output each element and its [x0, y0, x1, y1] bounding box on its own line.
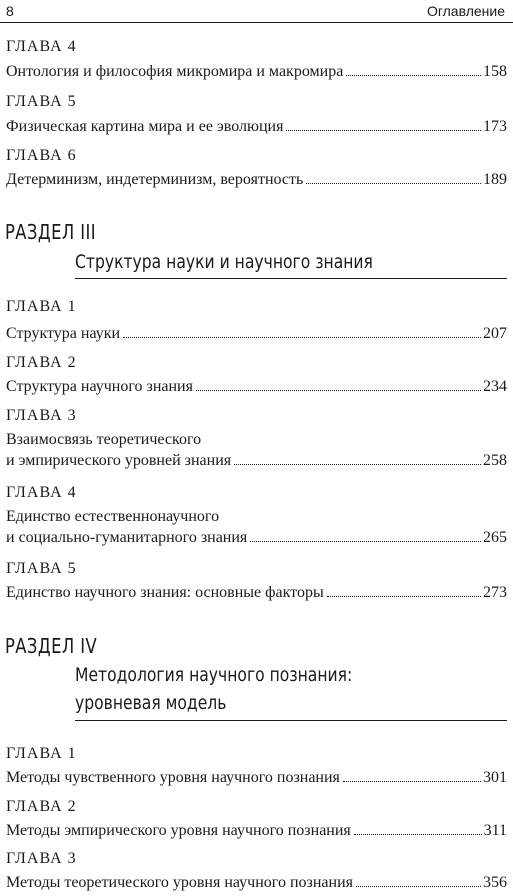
- toc-entry[interactable]: [6, 582, 507, 603]
- toc-entry[interactable]: [6, 376, 507, 397]
- entry-page: 207: [483, 325, 507, 342]
- leader-dots: [286, 130, 481, 131]
- chapter-heading: ГЛАВА 5: [6, 93, 77, 110]
- entry-page: 189: [483, 171, 507, 188]
- entry-page: 234: [483, 378, 507, 395]
- entry-page: 356: [483, 874, 507, 891]
- entry-page: 265: [483, 529, 507, 546]
- chapter-heading: ГЛАВА 6: [6, 147, 77, 164]
- entry-title-line: Единство естественнонаучного: [6, 508, 220, 525]
- leader-dots: [327, 596, 481, 597]
- toc-entry[interactable]: [6, 506, 507, 548]
- entry-title: Детерминизм, индетерминизм, вероятность: [6, 171, 304, 188]
- toc-entry[interactable]: [6, 323, 507, 344]
- chapter-heading: ГЛАВА 3: [6, 407, 77, 424]
- section-rule: [75, 720, 507, 721]
- leader-dots: [250, 541, 481, 542]
- entry-page: 311: [483, 822, 507, 839]
- entry-page: 158: [483, 63, 507, 80]
- chapter-heading: ГЛАВА 4: [6, 484, 77, 501]
- leader-dots: [346, 75, 481, 76]
- section-title-line-2: уровневая модель: [75, 692, 227, 714]
- toc-entry[interactable]: [6, 61, 507, 82]
- chapter-heading: ГЛАВА 3: [6, 850, 77, 867]
- section-label: РАЗДЕЛ III: [5, 220, 96, 244]
- toc-entry[interactable]: [6, 116, 507, 137]
- chapter-heading: ГЛАВА 5: [6, 560, 77, 577]
- entry-title: Онтология и философия микромира и макромира: [6, 63, 344, 80]
- entry-page: 301: [483, 769, 507, 786]
- leader-dots: [356, 886, 481, 887]
- entry-page: 173: [483, 118, 507, 135]
- leader-dots: [234, 464, 481, 465]
- section-label: РАЗДЕЛ IV: [5, 634, 98, 658]
- entry-title: и эмпирического уровней знания: [6, 452, 232, 469]
- entry-title: Структура научного знания: [6, 378, 193, 395]
- header-rule: [0, 22, 513, 23]
- page-number: 8: [6, 3, 14, 19]
- entry-page: 258: [483, 452, 507, 469]
- chapter-heading: ГЛАВА 1: [6, 745, 77, 762]
- chapter-heading: ГЛАВА 2: [6, 354, 77, 371]
- toc-entry[interactable]: [6, 767, 507, 788]
- entry-title: Единство научного знания: основные факторы: [6, 584, 324, 601]
- entry-page: 273: [483, 584, 507, 601]
- leader-dots: [343, 781, 481, 782]
- running-head: Оглавление: [426, 3, 505, 19]
- section-title: Структура науки и научного знания: [75, 251, 373, 273]
- toc-entry[interactable]: [6, 429, 507, 471]
- entry-title: Структура науки: [6, 325, 121, 342]
- entry-title: Физическая картина мира и ее эволюция: [6, 118, 284, 135]
- entry-title: Методы эмпирического уровня научного познания: [6, 822, 351, 839]
- toc-entry[interactable]: [6, 820, 507, 841]
- chapter-heading: ГЛАВА 2: [6, 798, 77, 815]
- leader-dots: [306, 183, 481, 184]
- entry-title: и социально-гуманитарного знания: [6, 529, 248, 546]
- section-rule: [75, 278, 507, 279]
- page-header: [0, 0, 513, 24]
- leader-dots: [123, 337, 481, 338]
- toc-entry[interactable]: [6, 872, 507, 893]
- entry-title-line: Взаимосвязь теоретического: [6, 431, 202, 448]
- chapter-heading: ГЛАВА 1: [6, 298, 77, 315]
- chapter-heading: ГЛАВА 4: [6, 38, 77, 55]
- entry-title: Методы теоретического уровня научного познания: [6, 874, 353, 891]
- toc-entry[interactable]: [6, 169, 507, 190]
- entry-title: Методы чувственного уровня научного познания: [6, 769, 340, 786]
- leader-dots: [196, 390, 481, 391]
- leader-dots: [354, 834, 482, 835]
- section-title-line-1: Методология научного познания:: [75, 664, 353, 686]
